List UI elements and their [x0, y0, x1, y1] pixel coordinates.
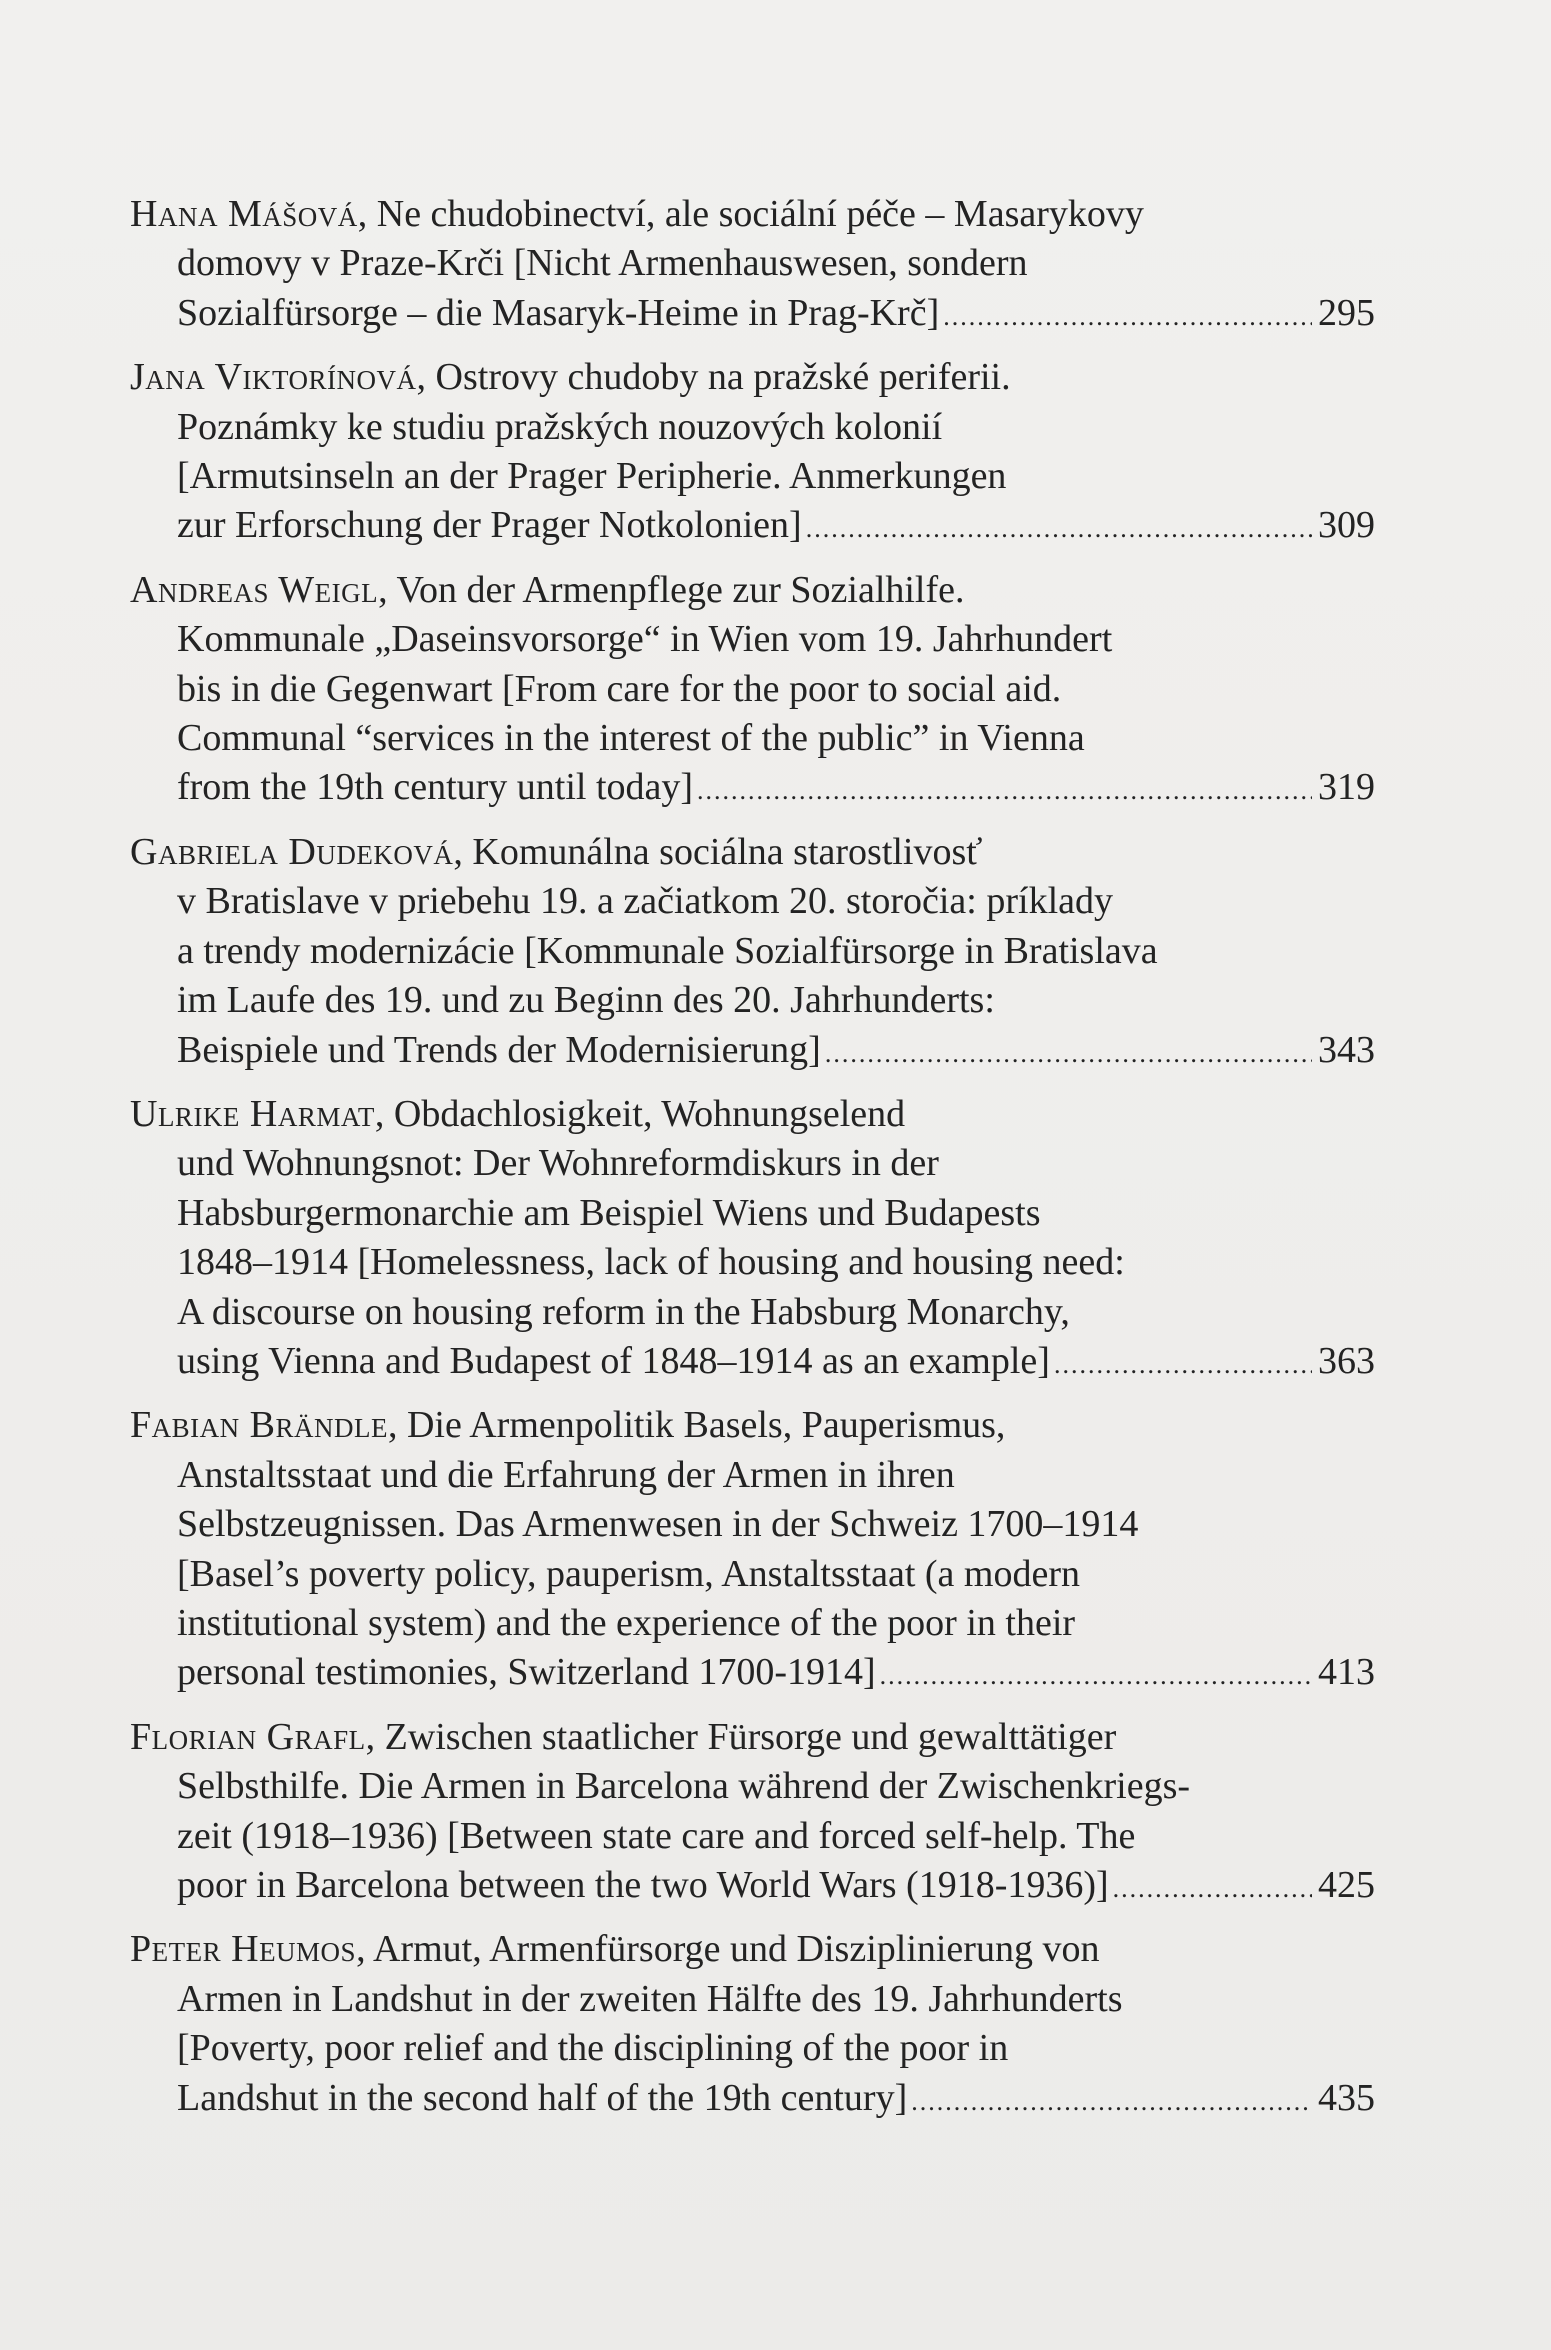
- toc-entry-last-line: [130, 1026, 1380, 1078]
- toc-entry-last-line: [130, 1337, 1380, 1389]
- title-text-line: [Armutsinseln an der Prager Peripherie. Anmerkungen: [177, 455, 1007, 498]
- page-number[interactable]: 295: [1318, 291, 1375, 334]
- title-text-line: Poznámky ke studiu pražských nouzových kolonií: [177, 405, 943, 448]
- toc-entry-first-line: [130, 1401, 1380, 1450]
- dot-leader: [806, 504, 1312, 553]
- title-text: , Ostrovy chudoby na pražské periferii.: [416, 356, 1011, 399]
- author-name: Florian Grafl: [130, 1715, 366, 1758]
- title-text: Sozialfürsorge – die Masaryk-Heime in Prag-Krč]: [177, 291, 940, 334]
- dot-leader: [943, 292, 1312, 341]
- page-number[interactable]: 425: [1318, 1864, 1375, 1906]
- dot-leader: [1054, 1340, 1312, 1389]
- title-text: from the 19th century until today]: [177, 766, 694, 809]
- toc-entry: [130, 1925, 1380, 2126]
- toc-entry: [130, 828, 1380, 1078]
- title-text: using Vienna and Budapest of 1848–1914 as an example]: [177, 1339, 1050, 1382]
- page-number[interactable]: 319: [1318, 766, 1375, 809]
- title-text-line: Selbsthilfe. Die Armen in Barcelona während der Zwischenkriegs-: [177, 1765, 1191, 1808]
- page-number[interactable]: 435: [1318, 2076, 1375, 2119]
- page-number[interactable]: 309: [1318, 504, 1375, 547]
- title-text: Landshut in the second half of the 19th century]: [177, 2076, 908, 2119]
- title-text: Beispiele und Trends der Modernisierung]: [177, 1028, 821, 1071]
- title-text: , Von der Armenpflege zur Sozialhilfe.: [378, 568, 965, 611]
- title-text: , Obdachlosigkeit, Wohnungselend: [374, 1092, 906, 1135]
- title-text: , Komunálna sociálna starostlivosť: [453, 830, 983, 873]
- dot-leader: [880, 1651, 1312, 1700]
- title-text: , Zwischen staatlicher Fürsorge und gewalttätiger: [365, 1715, 1117, 1758]
- toc-entry-first-line: [130, 1713, 1380, 1762]
- toc-entry-first-line: [130, 190, 1380, 239]
- author-name: Andreas Weigl: [130, 568, 379, 611]
- toc-entry-first-line: [130, 353, 1380, 402]
- toc-entry-last-line: [130, 501, 1380, 553]
- toc-entry: [130, 1090, 1380, 1389]
- title-text-line: A discourse on housing reform in the Habsburg Monarchy,: [177, 1290, 1070, 1333]
- title-text-line: [Poverty, poor relief and the disciplining of the poor in: [177, 2027, 1009, 2070]
- toc-entry-first-line: [130, 566, 1380, 615]
- title-text: poor in Barcelona between the two World Wars (1918-1936)]: [177, 1864, 1109, 1906]
- title-text: , Ne chudobinectví, ale sociální péče – Masarykovy: [357, 193, 1144, 235]
- title-text: zur Erforschung der Prager Notkolonien]: [177, 504, 802, 547]
- author-name: Fabian Brändle: [130, 1404, 388, 1447]
- title-text-line: domovy v Praze-Krči [Nicht Armenhauswesen, sondern: [177, 242, 1028, 285]
- author-name: Gabriela Dudeková: [130, 830, 454, 873]
- toc-entry: [130, 353, 1380, 554]
- dot-leader: [697, 766, 1312, 815]
- dot-leader: [1113, 1864, 1312, 1913]
- toc-entry-last-line: [130, 763, 1380, 815]
- toc-entry-last-line: [130, 2074, 1380, 2126]
- table-of-contents: [130, 190, 1380, 2138]
- page-number[interactable]: 413: [1318, 1651, 1375, 1694]
- title-text-line: a trendy modernizácie [Kommunale Sozialfürsorge in Bratislava: [177, 929, 1158, 972]
- title-text-line: [Basel’s poverty policy, pauperism, Anstaltsstaat (a modern: [177, 1552, 1081, 1595]
- dot-leader: [825, 1029, 1312, 1078]
- title-text: , Armut, Armenfürsorge und Disziplinierung von: [356, 1928, 1100, 1971]
- toc-entry: [130, 1713, 1380, 1914]
- toc-entry: [130, 566, 1380, 816]
- title-text: , Die Armenpolitik Basels, Pauperismus,: [387, 1404, 1006, 1447]
- title-text-line: institutional system) and the experience of the poor in their: [177, 1601, 1076, 1644]
- toc-entry-last-line: [130, 1648, 1380, 1700]
- dot-leader: [911, 2077, 1312, 2126]
- title-text-line: im Laufe des 19. und zu Beginn des 20. Jahrhunderts:: [177, 979, 995, 1022]
- toc-entry-first-line: [130, 828, 1380, 877]
- title-text-line: bis in die Gegenwart [From care for the poor to social aid.: [177, 667, 1062, 710]
- title-text-line: Communal “services in the interest of the public” in Vienna: [177, 717, 1085, 760]
- page-number[interactable]: 363: [1318, 1339, 1375, 1382]
- toc-entry-last-line: [130, 1861, 1380, 1913]
- author-name: Hana Mášová: [130, 193, 358, 235]
- toc-entry: [130, 190, 1380, 341]
- title-text-line: und Wohnungsnot: Der Wohnreformdiskurs in der: [177, 1142, 939, 1185]
- title-text-line: Anstaltsstaat und die Erfahrung der Armen in ihren: [177, 1453, 955, 1496]
- title-text-line: Kommunale „Daseinsvorsorge“ in Wien vom 19. Jahrhundert: [177, 618, 1113, 661]
- title-text-line: 1848–1914 [Homelessness, lack of housing and housing need:: [177, 1241, 1125, 1284]
- author-name: Peter Heumos: [130, 1928, 357, 1971]
- author-name: Ulrike Harmat: [130, 1092, 375, 1135]
- title-text-line: Armen in Landshut in der zweiten Hälfte des 19. Jahrhunderts: [177, 1977, 1123, 2020]
- title-text-line: v Bratislave v priebehu 19. a začiatkom 20. storočia: príklady: [177, 880, 1113, 923]
- toc-entry-first-line: [130, 1090, 1380, 1139]
- title-text: personal testimonies, Switzerland 1700-1914]: [177, 1651, 876, 1694]
- title-text-line: Habsburgermonarchie am Beispiel Wiens und Budapests: [177, 1191, 1041, 1234]
- toc-entry-last-line: [130, 289, 1380, 341]
- title-text-line: Selbstzeugnissen. Das Armenwesen in der Schweiz 1700–1914: [177, 1503, 1139, 1546]
- page-number[interactable]: 343: [1318, 1028, 1375, 1071]
- toc-entry-first-line: [130, 1925, 1380, 1974]
- toc-entry: [130, 1401, 1380, 1700]
- title-text-line: zeit (1918–1936) [Between state care and forced self-help. The: [177, 1814, 1136, 1857]
- author-name: Jana Viktorínová: [130, 356, 417, 399]
